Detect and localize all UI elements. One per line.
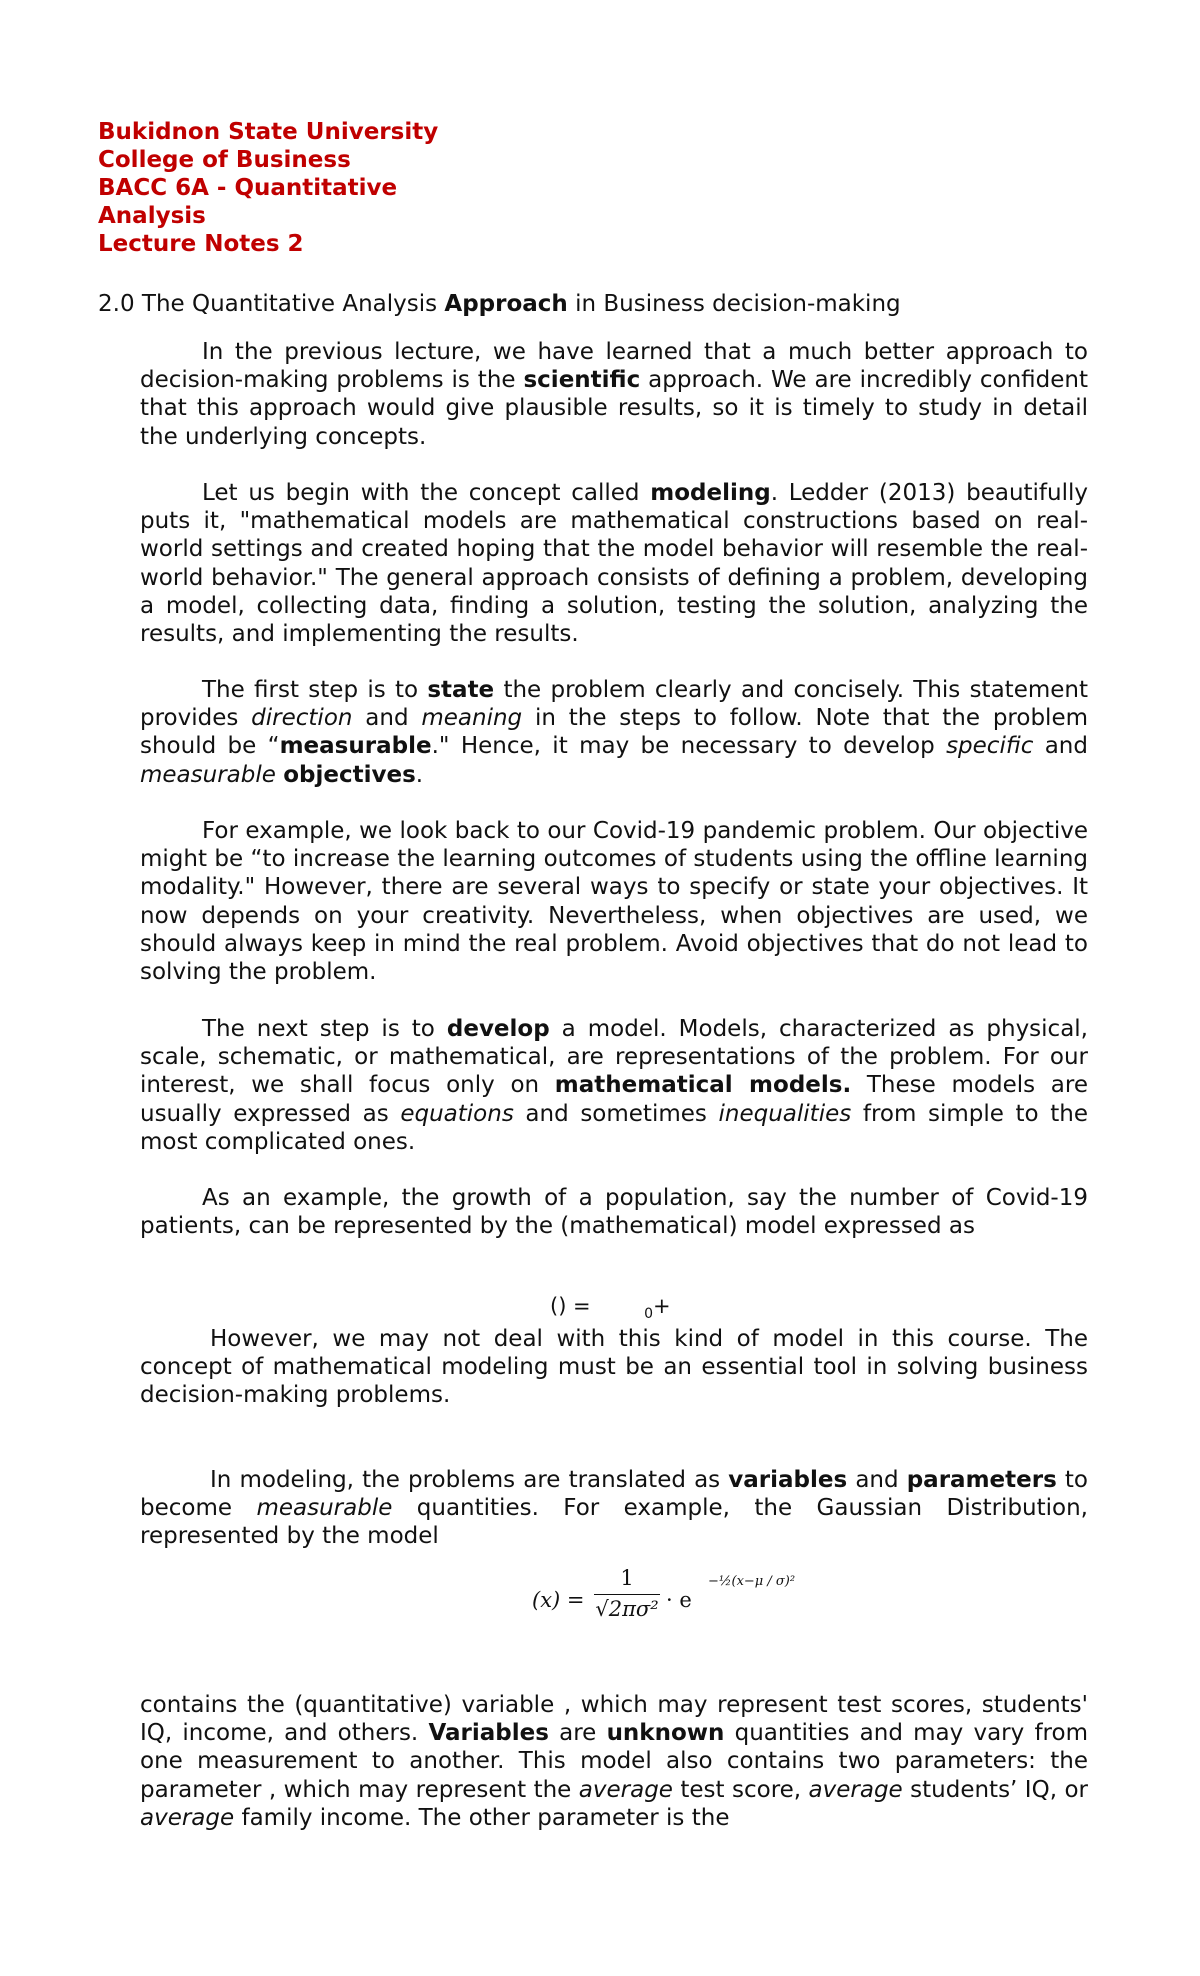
gaussian-fraction (592, 1566, 662, 1621)
paragraph-modeling: Let us begin with the concept called modeling. Ledder (2013) beautifully puts it, "mathematical models are mathematical constructions based on real-world settings and created hoping that the model behavior will resemble the real-world behavior." The general approach consists of defining a problem, developing a model, collecting data, finding a solution, testing the solution, analyzing the results, and implementing the results. (140, 480, 1088, 648)
college-name: College of Business (98, 147, 351, 173)
section-heading-bold: Approach (444, 291, 568, 317)
paragraph-gaussian-explanation: contains the (quantitative) variable , which may represent test scores, students' IQ, income, and others. Variables are unknown quantities and may vary from one measurement to another. This model also contains two parameters: the parameter , which may represent the average test score, average students’ IQ, or average family income. The other parameter is the (140, 1692, 1088, 1831)
gaussian-exponential: · e (666, 1588, 692, 1612)
course-title-line2: Analysis (98, 203, 206, 229)
gaussian-fx: (x) = (532, 1588, 585, 1612)
paragraph-covid-example: For example, we look back to our Covid-19 pandemic problem. Our objective might be “to increase the learning outcomes of students using the offline learning modality." However, there are several ways to specify or state your objectives. It now depends on your creativity. Nevertheless, when objectives are used, we should always keep in mind the real problem. Avoid objectives that do not lead to solving the problem. (140, 818, 1088, 986)
course-title-line1: BACC 6A - Quantitative (98, 175, 398, 201)
gaussian-denominator: √2πσ² (595, 1597, 659, 1621)
gaussian-equation (500, 1566, 796, 1636)
paragraph-variables-parameters: In modeling, the problems are translated as variables and parameters to become measurable quantities. For example, the Gaussian Distribution, represented by the model (140, 1467, 1088, 1550)
gaussian-exponent: −½(x−μ / σ)² (708, 1574, 796, 1589)
population-growth-equation (550, 1286, 697, 1328)
equation-subscript: 0 (644, 1306, 653, 1322)
equation-plus: + (653, 1294, 671, 1318)
paragraph-develop-model: The next step is to develop a model. Models, characterized as physical, scale, schematic, or mathematical, are representations of the problem. For our interest, we shall focus only on mathematical models. These models are usually expressed as equations and sometimes inequalities from simple to the most complicated ones. (140, 1016, 1088, 1155)
paragraph-modeling-essential: However, we may not deal with this kind of model in this course. The concept of mathematical modeling must be an essential tool in solving business decision-making problems. (140, 1326, 1088, 1409)
lecture-title: Lecture Notes 2 (98, 231, 304, 257)
paragraph-state-problem: The first step is to state the problem clearly and concisely. This statement provides direction and meaning in the steps to follow. Note that the problem should be “measurable." Hence, it may be necessary to develop specific and measurable objectives. (140, 677, 1088, 788)
equation-lhs: () = (550, 1294, 591, 1318)
paragraph-population-growth: As an example, the growth of a population, say the number of Covid-19 patients, can be represented by the (mathematical) model expressed as (140, 1185, 1088, 1240)
university-name: Bukidnon State University (98, 119, 439, 145)
section-heading (98, 290, 901, 318)
section-heading-prefix: 2.0 The Quantitative Analysis (98, 291, 445, 317)
section-heading-suffix: in Business decision-making (567, 291, 901, 317)
document-header (98, 118, 498, 258)
gaussian-numerator: 1 (620, 1566, 634, 1590)
paragraph-previous-lecture: In the previous lecture, we have learned that a much better approach to decision-making problems is the scientific approach. We are incredibly confident that this approach would give plausible results, so it is timely to study in detail the underlying concepts. (140, 339, 1088, 450)
